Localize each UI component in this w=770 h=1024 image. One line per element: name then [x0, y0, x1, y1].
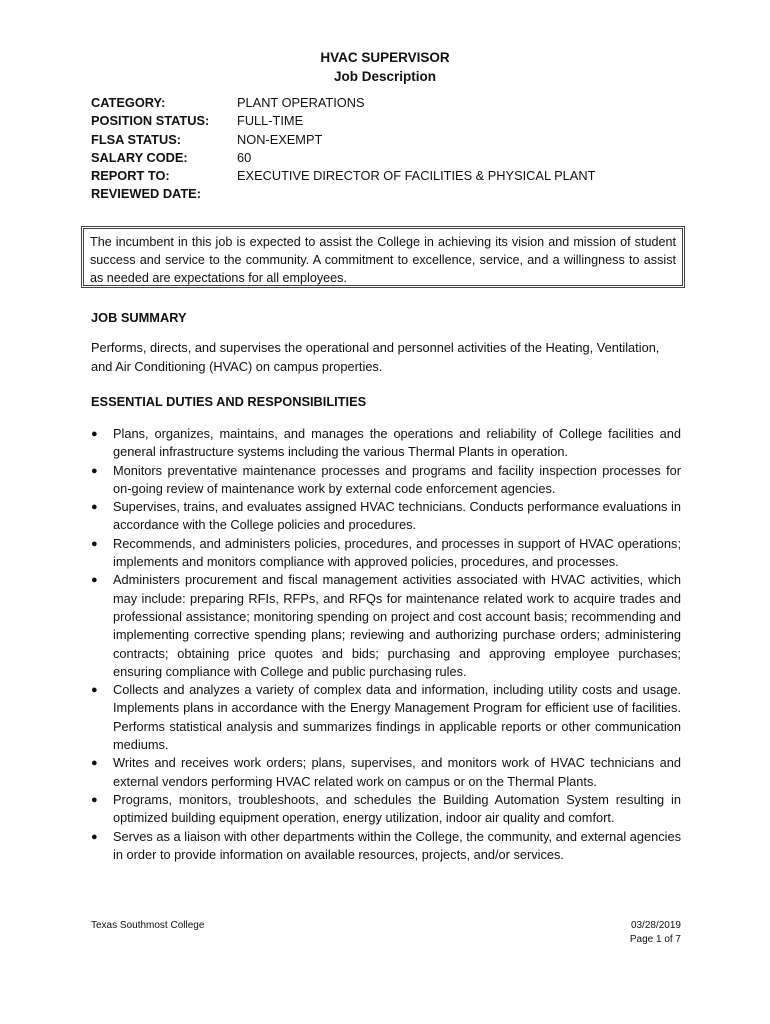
list-item — [91, 828, 681, 865]
meta-key: POSITION STATUS: — [91, 113, 210, 129]
meta-row-flsa-status — [91, 131, 595, 149]
list-item — [91, 681, 681, 754]
job-summary-heading: JOB SUMMARY — [91, 310, 187, 325]
bullet-icon: ● — [91, 464, 98, 477]
duty-text: Plans, organizes, maintains, and manages the operations and reliability of College facilities and general infrastructure systems including the various Thermal Plants in operation. — [113, 426, 681, 460]
title-block — [0, 48, 770, 86]
duty-text: Programs, monitors, troubleshoots, and schedules the Building Automation System resulting in optimized building equipment operation, energy utilization, indoor air quality and comfort. — [113, 791, 681, 826]
bullet-icon: ● — [91, 757, 98, 770]
duty-text: Writes and receives work orders; plans, supervises, and monitors work of HVAC technicians and external vendors performing HVAC related work on campus or on the Thermal Plants. — [113, 755, 681, 789]
duty-text: Collects and analyzes a variety of complex data and information, including utility costs and usage. Implements plans in accordance with the Energy Management Program for efficient use of facilities. Performs statistical analysis and summarizes findings in applicable reports or other communication mediums. — [113, 682, 681, 753]
bullet-icon: ● — [91, 830, 98, 843]
footer-org: Texas Southmost College — [91, 920, 205, 931]
duty-text: Recommends, and administers policies, procedures, and processes in support of HVAC operations; implements and monitors compliance with approved policies, procedures, and processes. — [113, 535, 681, 570]
job-meta-table — [91, 94, 595, 204]
expectations-notice-box: The incumbent in this job is expected to assist the College in achieving its vision and mission of student success and service to the community. A commitment to excellence, service, and a willingness to assist as needed are expectations for all employees. — [83, 228, 683, 286]
list-item — [91, 498, 681, 535]
duty-text: Supervises, trains, and evaluates assigned HVAC technicians. Conducts performance evaluations in accordance with the College policies and procedures. — [113, 499, 681, 533]
bullet-icon: ● — [91, 537, 98, 550]
footer-date: 03/28/2019 — [630, 920, 681, 931]
meta-key: CATEGORY: — [91, 95, 166, 110]
meta-row-category — [91, 94, 595, 112]
list-item — [91, 791, 681, 828]
bullet-icon: ● — [91, 574, 98, 587]
document-subtitle: Job Description — [333, 69, 436, 84]
meta-key: REPORT TO: — [91, 168, 170, 184]
bullet-icon: ● — [91, 428, 98, 440]
meta-key: REVIEWED DATE: — [91, 186, 201, 202]
duty-text: Administers procurement and fiscal management activities associated with HVAC activities, which may include: preparing RFIs, RFPs, and RFQs for maintenance related work to acquire trades and professional assistance; monitoring spending on project and cost account basis; recommending and implementing corrective spending plans; reviewing and authorizing purchase orders; administering contracts; obtaining price quotes and bids; purchasing and approving employee purchases; ensuring compliance with College and public purchasing rules. — [113, 572, 681, 679]
document-title: HVAC SUPERVISOR — [320, 50, 450, 65]
meta-row-report-to — [91, 167, 595, 185]
footer-meta — [630, 919, 681, 947]
bullet-icon: ● — [91, 501, 98, 514]
duties-list — [91, 425, 681, 864]
list-item — [91, 425, 681, 462]
footer-page-number: Page 1 of 7 — [629, 934, 681, 945]
duty-text: Serves as a liaison with other departments within the College, the community, and external agencies in order to provide information on available resources, projects, and/or services. — [113, 828, 681, 862]
meta-value: PLANT OPERATIONS — [237, 95, 365, 110]
meta-row-salary-code — [91, 149, 595, 167]
meta-key: SALARY CODE: — [91, 149, 188, 165]
meta-key: FLSA STATUS: — [91, 131, 182, 147]
meta-row-position-status — [91, 112, 595, 130]
list-item — [91, 754, 681, 791]
job-summary-text: Performs, directs, and supervises the operational and personnel activities of the Heating, Ventilation, and Air Conditioning (HVAC) on campus properties. — [91, 340, 660, 374]
bullet-icon: ● — [91, 684, 98, 697]
list-item — [91, 535, 681, 572]
list-item — [91, 571, 681, 681]
meta-value: FULL-TIME — [237, 113, 304, 129]
meta-row-reviewed-date — [91, 185, 595, 203]
meta-value: 60 — [237, 149, 252, 165]
meta-value: NON-EXEMPT — [237, 131, 323, 147]
bullet-icon: ● — [91, 793, 98, 806]
duties-heading: ESSENTIAL DUTIES AND RESPONSIBILITIES — [91, 394, 367, 409]
list-item — [91, 462, 681, 499]
duty-text: Monitors preventative maintenance processes and programs and facility inspection processes for on-going review of maintenance work by external code enforcement agencies. — [113, 462, 681, 496]
meta-value: EXECUTIVE DIRECTOR OF FACILITIES & PHYSICAL PLANT — [237, 168, 596, 184]
